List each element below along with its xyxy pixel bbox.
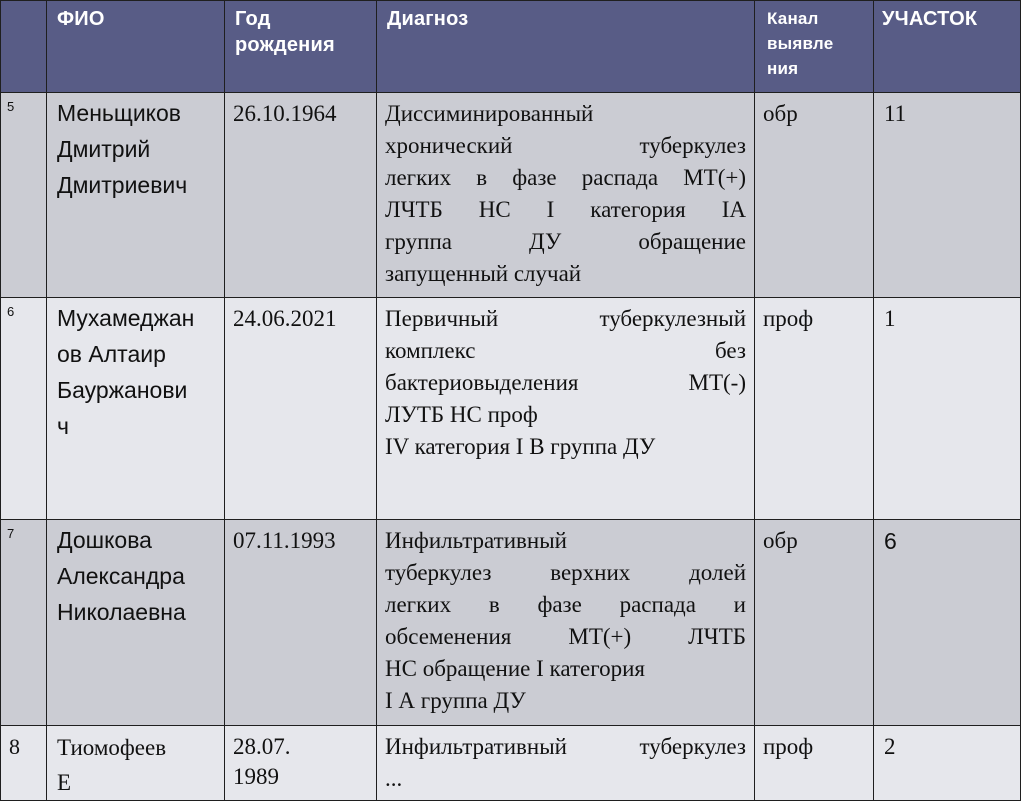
diagnosis-text: [377, 93, 755, 298]
diagnosis-line: Инфильтративный туберкулез: [385, 734, 746, 759]
diagnosis-line: обсеменения МТ(+) ЛЧТБ: [385, 624, 746, 649]
diagnosis-line: Первичный туберкулезный: [385, 306, 746, 331]
patient-name-line: Дмитрий: [57, 136, 151, 162]
diagnosis-line: бактериовыделения МТ(-): [385, 370, 746, 395]
header-num: [1, 1, 47, 93]
diagnosis-line: запущенный случай: [385, 261, 582, 286]
patient-name-line: ов Алтаир: [57, 341, 166, 367]
row-number: 7: [1, 520, 47, 726]
patient-name-line: Александра: [57, 563, 185, 589]
header-birth-year-line1: Год: [235, 8, 271, 30]
patient-name: [47, 520, 225, 726]
patient-name-line: Тиомофеев: [57, 735, 167, 760]
diagnosis-line: Диссиминированный: [385, 101, 594, 126]
diagnosis-line: группа ДУ обращение: [385, 229, 746, 254]
area-number: 6: [874, 520, 1021, 726]
table-row: [1, 93, 1021, 298]
table-row: [1, 726, 1021, 801]
detection-channel: обр: [755, 520, 874, 726]
header-birth-year-line2: рождения: [235, 34, 335, 56]
row-number: 5: [1, 93, 47, 298]
area-number: 1: [874, 298, 1021, 520]
header-channel-line2: выявле: [767, 34, 834, 53]
diagnosis-text: [377, 726, 755, 801]
header-diagnosis: Диагноз: [377, 1, 755, 93]
patient-name-line: ч: [57, 413, 69, 439]
birth-date-line: 28.07.: [233, 734, 291, 759]
diagnosis-line: ЛУТБ НС проф: [385, 402, 538, 427]
diagnosis-line: туберкулез верхних долей: [385, 560, 746, 585]
area-number: 11: [874, 93, 1021, 298]
patient-name-line: Меньщиков: [57, 100, 181, 126]
patient-name: [47, 93, 225, 298]
table-row: [1, 298, 1021, 520]
patient-name-line: Бауржанови: [57, 377, 188, 403]
header-channel-line1: Канал: [767, 9, 819, 28]
diagnosis-line: НС обращение I категория: [385, 656, 645, 681]
diagnosis-line: ЛЧТБ НС I категория IA: [385, 197, 746, 222]
detection-channel: обр: [755, 93, 874, 298]
diagnosis-line: I А группа ДУ: [385, 688, 526, 713]
row-number: 8: [1, 726, 47, 801]
patient-name-line: Мухамеджан: [57, 305, 195, 331]
diagnosis-text: [377, 298, 755, 520]
diagnosis-line: хронический туберкулез: [385, 133, 746, 158]
header-fio: ФИО: [47, 1, 225, 93]
patient-name-line: Николаевна: [57, 599, 186, 625]
diagnosis-line: Инфильтративный: [385, 528, 567, 553]
diagnosis-line: комплекс без: [385, 338, 746, 363]
birth-date: 26.10.1964: [225, 93, 377, 298]
diagnosis-line: легких в фазе распада и: [385, 592, 746, 617]
patient-name-line: Дмитриевич: [57, 172, 188, 198]
header-birth-year: [225, 1, 377, 93]
table-row: [1, 520, 1021, 726]
detection-channel: проф: [755, 298, 874, 520]
patient-name: [47, 298, 225, 520]
header-area: УЧАСТОК: [874, 1, 1021, 93]
patient-name-line: Е: [57, 770, 72, 795]
diagnosis-line: IV категория I В группа ДУ: [385, 434, 656, 459]
diagnosis-text: [377, 520, 755, 726]
row-number: 6: [1, 298, 47, 520]
birth-date: 07.11.1993: [225, 520, 377, 726]
table-header-row: [1, 1, 1021, 93]
patient-name-line: Дошкова: [57, 527, 152, 553]
area-number: 2: [874, 726, 1021, 801]
diagnosis-line: легких в фазе распада МТ(+): [385, 165, 746, 190]
detection-channel: проф: [755, 726, 874, 801]
patient-name: [47, 726, 225, 801]
birth-date-line: 1989: [233, 764, 279, 789]
header-channel: [755, 1, 874, 93]
birth-date: 24.06.2021: [225, 298, 377, 520]
birth-date: [225, 726, 377, 801]
header-channel-line3: ния: [767, 59, 799, 78]
diagnosis-line: ...: [385, 766, 403, 791]
